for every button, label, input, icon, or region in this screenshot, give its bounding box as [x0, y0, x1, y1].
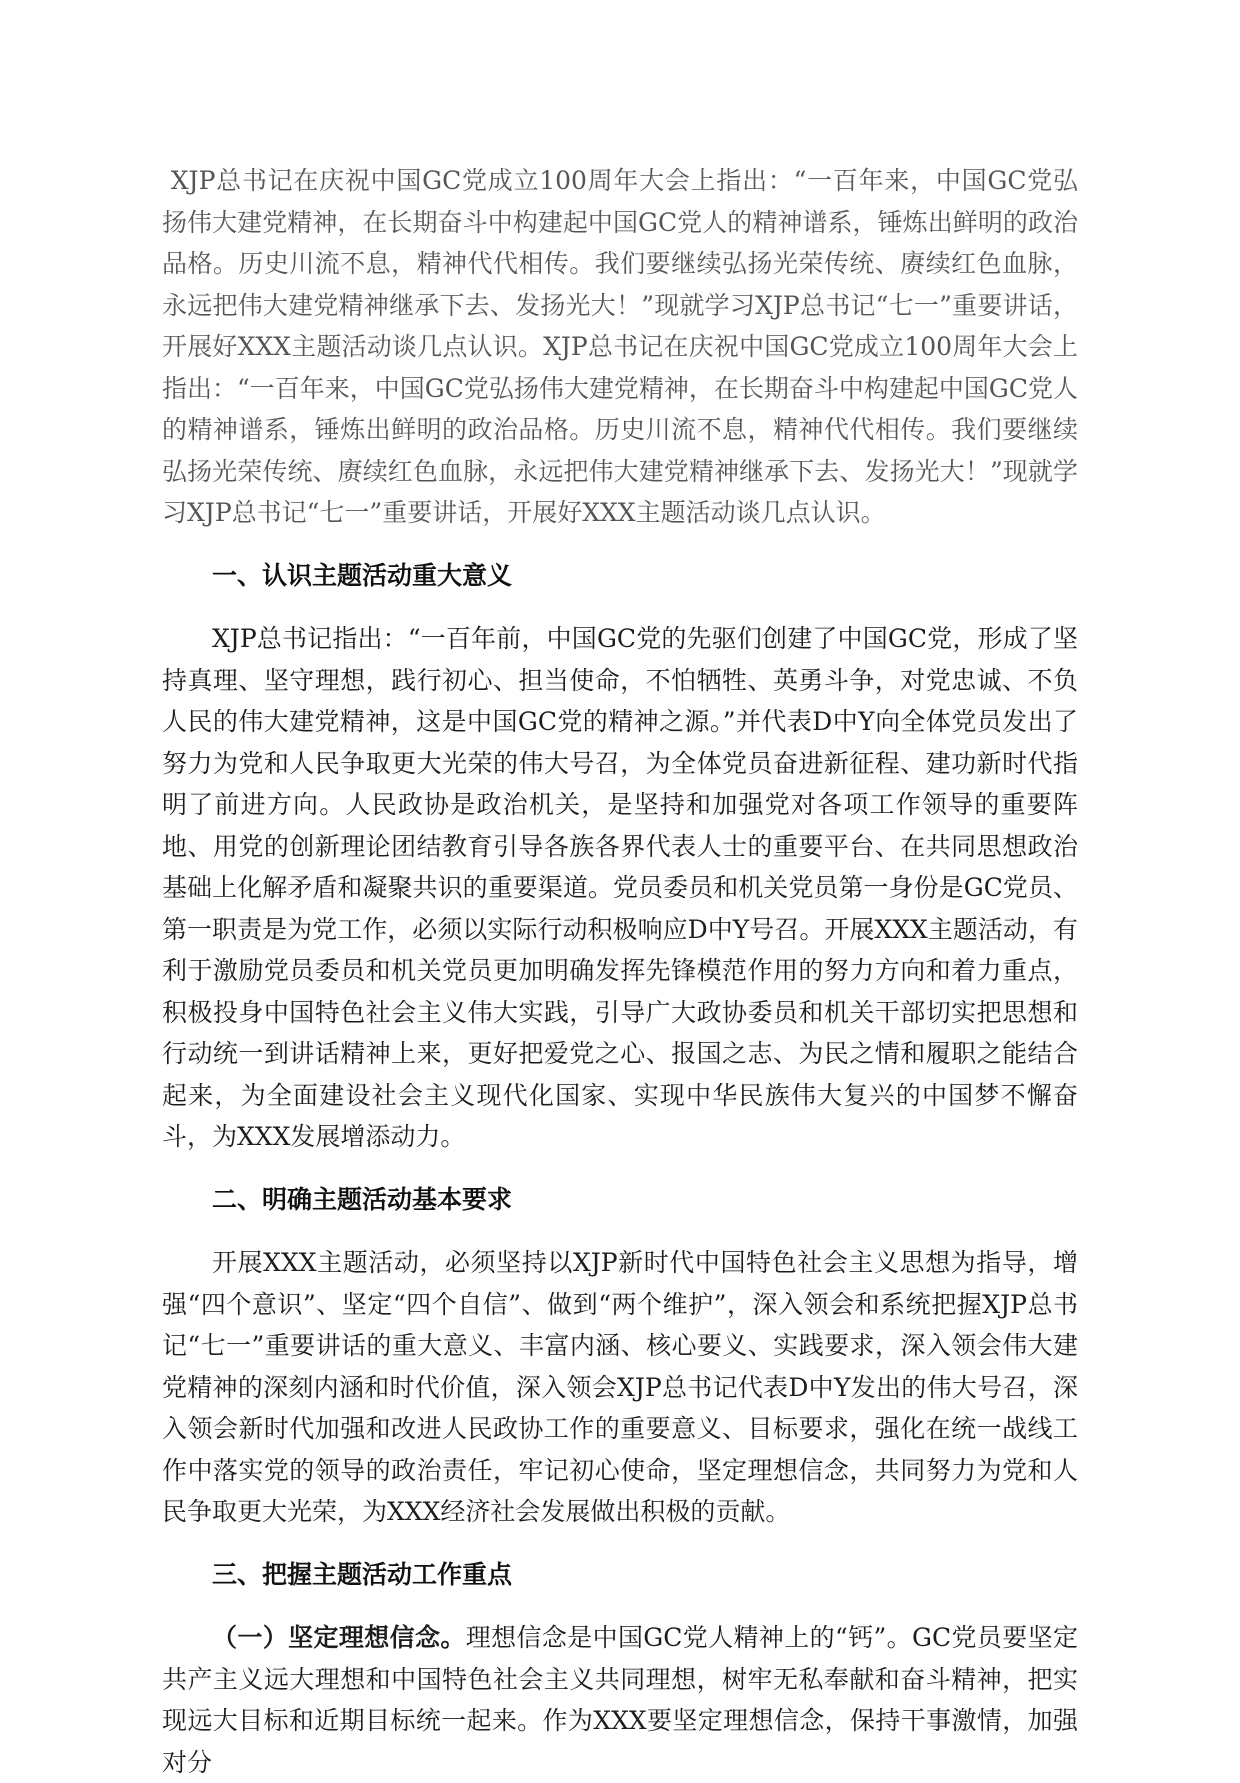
section-2-heading: 二、明确主题活动基本要求	[212, 1184, 513, 1214]
section-3-item-1-lead: （一）坚定理想信念。	[212, 1623, 466, 1652]
section-2-paragraph: 开展XXX主题活动，必须坚持以XJP新时代中国特色社会主义思想为指导，增强“四个意识”、坚定“四个自信”、做到“两个维护”，深入领会和系统把握XJP总书记“七一”重要讲话的重大意义、丰富内涵、核心要义、实践要求，深入领会伟大建党精神的深刻内涵和时代价值，深入领会XJP总书记代表D中Y发出的伟大号召，深入领会新时代加强和改进人民政协工作的重要意义、目标要求，强化在统一战线工作中落实党的领导的政治责任，牢记初心使命，坚定理想信念，共同努力为党和人民争取更大光荣，为XXX经济社会发展做出积极的贡献。	[162, 1248, 1078, 1526]
document-content	[162, 160, 1078, 1783]
section-3-heading: 三、把握主题活动工作重点	[212, 1559, 513, 1589]
intro-paragraph: XJP总书记在庆祝中国GC党成立100周年大会上指出：“一百年来，中国GC党弘扬伟大建党精神，在长期奋斗中构建起中国GC党人的精神谱系，锤炼出鲜明的政治品格。历史川流不息，精神代代相传。我们要继续弘扬光荣传统、赓续红色血脉，永远把伟大建党精神继承下去、发扬光大！”现就学习XJP总书记“七一”重要讲话，开展好XXX主题活动谈几点认识。XJP总书记在庆祝中国GC党成立100周年大会上指出：“一百年来，中国GC党弘扬伟大建党精神，在长期奋斗中构建起中国GC党人的精神谱系，锤炼出鲜明的政治品格。历史川流不息，精神代代相传。我们要继续弘扬光荣传统、赓续红色血脉，永远把伟大建党精神继承下去、发扬光大！”现就学习XJP总书记“七一”重要讲话，开展好XXX主题活动谈几点认识。	[162, 166, 1078, 527]
section-1-heading: 一、认识主题活动重大意义	[212, 560, 513, 590]
section-3-item-1-paragraph	[162, 1617, 1078, 1783]
section-3-item-1-body: 理想信念是中国GC党人精神上的“钙”。GC党员要坚定共产主义远大理想和中国特色社会主义共同理想，树牢无私奉献和奋斗精神，把实现远大目标和近期目标统一起来。作为XXX要坚定理想信念，保持干事激情，加强对分	[162, 1623, 1078, 1777]
section-1-paragraph: XJP总书记指出：“一百年前，中国GC党的先驱们创建了中国GC党，形成了坚持真理、坚守理想，践行初心、担当使命，不怕牺牲、英勇斗争，对党忠诚、不负人民的伟大建党精神，这是中国GC党的精神之源。”并代表D中Y向全体党员发出了努力为党和人民争取更大光荣的伟大号召，为全体党员奋进新征程、建功新时代指明了前进方向。人民政协是政治机关，是坚持和加强党对各项工作领导的重要阵地、用党的创新理论团结教育引导各族各界代表人士的重要平台、在共同思想政治基础上化解矛盾和凝聚共识的重要渠道。党员委员和机关党员第一身份是GC党员、第一职责是为党工作，必须以实际行动积极响应D中Y号召。开展XXX主题活动，有利于激励党员委员和机关党员更加明确发挥先锋模范作用的努力方向和着力重点，积极投身中国特色社会主义伟大实践，引导广大政协委员和机关干部切实把思想和行动统一到讲话精神上来，更好把爱党之心、报国之志、为民之情和履职之能结合起来，为全面建设社会主义现代化国家、实现中华民族伟大复兴的中国梦不懈奋斗，为XXX发展增添动力。	[162, 624, 1078, 1151]
